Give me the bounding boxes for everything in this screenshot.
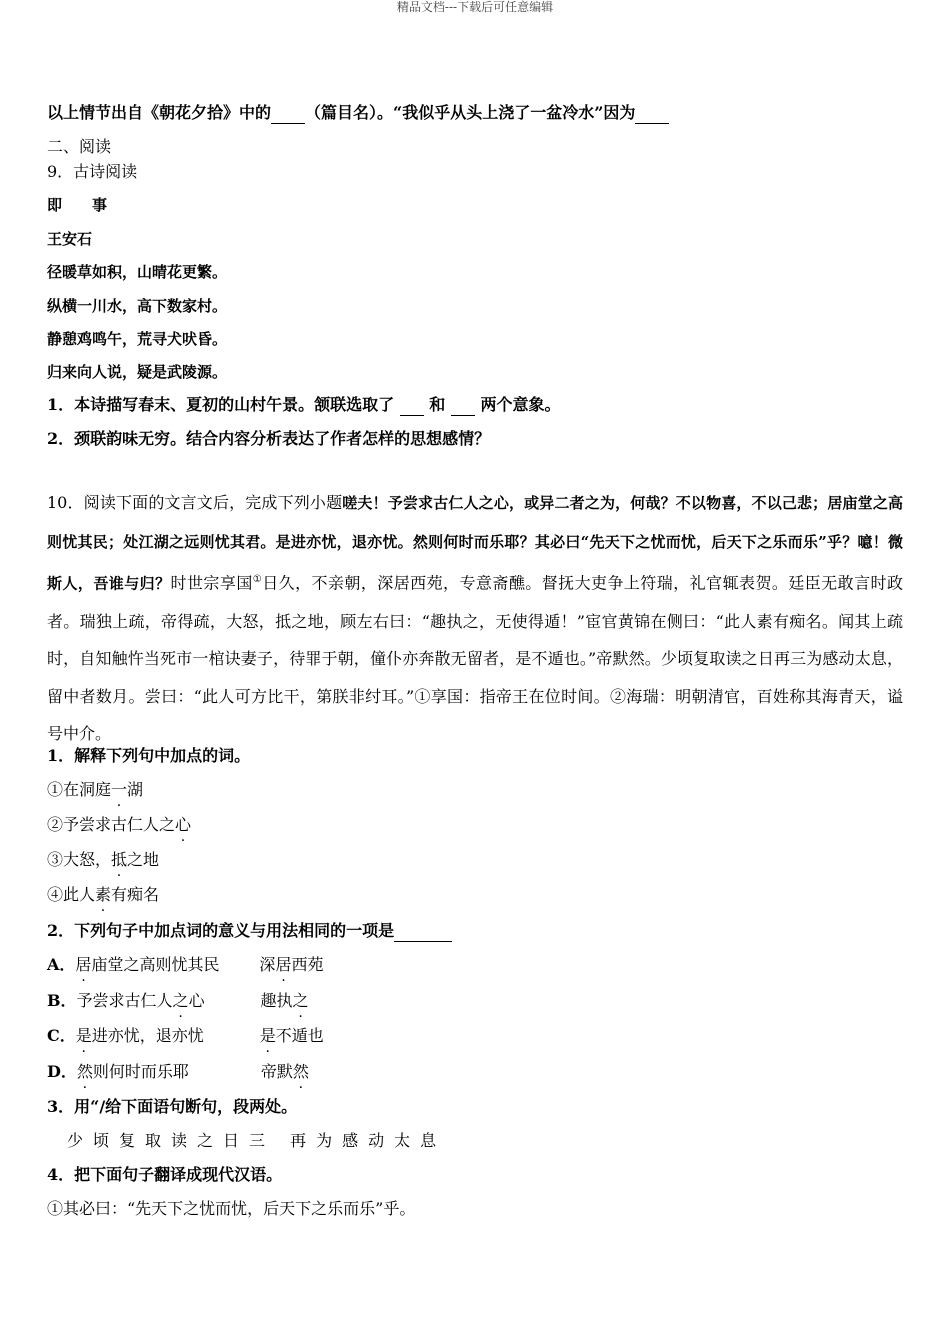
q10-emph-passage: 嗟夫！予尝求古仁人之心，或异二者之为，何哉？不以物喜，不以己悲；居庙堂之高则忧其民；处江湖之远则忧其君。是进亦忧，退亦忧。然则何时而乐耶？其必曰“先天下之忧而忧，后天下之乐而乐”乎？噫！微斯人，吾谁与归？ <box>47 494 903 593</box>
intro-line <box>47 103 669 124</box>
page-header: 精品文档---下载后可任意编辑 <box>396 0 554 14</box>
q10-passage <box>47 484 903 753</box>
blank-choice[interactable] <box>394 921 452 942</box>
q10-sub4: 4．把下面句子翻译成现代汉语。 <box>47 1165 283 1184</box>
q9-sub1-text: 和 <box>423 395 451 414</box>
q10-sub1-item <box>47 815 191 835</box>
poem-author: 王安石 <box>47 230 93 248</box>
option-b[interactable] <box>47 991 309 1011</box>
item-text: ④此人 <box>47 885 96 904</box>
blank-reason[interactable] <box>635 103 669 124</box>
opt-text: 庙堂之高则忧其民 <box>91 955 220 974</box>
opt-text: 西苑 <box>291 955 324 974</box>
option-c[interactable] <box>47 1026 324 1046</box>
q9-sub1-text: 两个意象。 <box>474 395 561 414</box>
dotted-char: 心 <box>175 815 192 834</box>
item-text: ②予尝求古仁人之 <box>47 815 176 834</box>
intro-text-a: 以上情节出自《朝花夕拾》中的 <box>47 103 272 122</box>
blank-image-2[interactable] <box>451 395 475 416</box>
intro-text-b: （篇目名）。“我似乎从头上浇了一盆冷水”因为 <box>305 103 636 122</box>
poem-line: 纵横一川水，高下数家村。 <box>47 297 228 315</box>
opt-text: 心 <box>188 991 205 1010</box>
opt-text: 则何时而乐耶 <box>92 1062 189 1081</box>
q9-sub1 <box>47 395 560 416</box>
poem-line: 归来向人说，疑是武陵源。 <box>47 363 228 381</box>
dotted-char: 居 <box>75 955 92 974</box>
footnote-mark: ① <box>252 574 263 585</box>
blank-chapter[interactable] <box>271 103 305 124</box>
opt-text: 进亦忧，退亦忧 <box>91 1026 204 1045</box>
q10-sub3: 3．用“/给下面语句断句，段两处。 <box>47 1097 298 1116</box>
dotted-char: 然 <box>292 1062 309 1081</box>
q10-body-b: 日久，不亲朝，深居西苑，专意斋醮。督抚大吏争上符瑞，礼官辄表贺。廷臣无敢言时政者。瑞独上疏，帝得疏，大怒，抵之地，顾左右曰：“趣执之，无使得遁！”宦官黄锦在侧曰：“此人素有痴名。闻其上疏时，自知触忤当死市一棺诀妻子，待罪于朝，僮仆亦奔散无留者，是不遁也。”帝默然。少顷复取读之日再三为感动太息，留中者数月。尝曰：“此人可方比干，第朕非纣耳。”①享国：指帝王在位时间。②海瑞：明朝清官，百姓称其海青天，谥号中介。 <box>47 573 903 744</box>
dotted-char: 是 <box>75 1026 92 1045</box>
item-text: 之地 <box>127 850 160 869</box>
q9-title: 9．古诗阅读 <box>47 162 138 181</box>
option-d[interactable] <box>47 1062 309 1082</box>
item-text: 湖 <box>127 780 144 799</box>
opt-text: 帝默 <box>260 1062 293 1081</box>
opt-text: 深 <box>259 955 276 974</box>
opt-text: 趣执 <box>260 991 293 1010</box>
item-text: ③大怒， <box>47 850 112 869</box>
poem-title: 即 事 <box>47 196 108 214</box>
opt-text: 不遁也 <box>275 1026 324 1045</box>
dotted-char: 然 <box>76 1062 93 1081</box>
q10-sub1-item <box>47 780 143 800</box>
q10-sub2-text: 2．下列句子中加点词的意义与用法相同的一项是 <box>47 921 395 940</box>
option-label: A． <box>47 955 76 974</box>
q10-sub4-item: ①其必曰：“先天下之忧而忧，后天下之乐而乐”乎。 <box>47 1199 416 1218</box>
item-text: ①在洞庭 <box>47 780 112 799</box>
option-label: D． <box>47 1062 77 1081</box>
dotted-char: 一 <box>111 780 128 799</box>
option-label: C． <box>47 1026 76 1045</box>
dotted-char: 之 <box>172 991 189 1010</box>
item-text: 有痴名 <box>111 885 160 904</box>
q10-sub2 <box>47 921 452 942</box>
dotted-char: 是 <box>259 1026 276 1045</box>
poem-line: 静憩鸡鸣午，荒寻犬吠昏。 <box>47 330 228 348</box>
q10-sub3-text: 少顷复取读之日三 再为感动太息 <box>67 1131 447 1150</box>
dotted-char: 抵 <box>111 850 128 869</box>
q10-sub1-item <box>47 850 159 870</box>
q9-sub1-text: 1．本诗描写春末、夏初的山村午景。颔联选取了 <box>47 395 400 414</box>
dotted-char: 素 <box>95 885 112 904</box>
dotted-char: 居 <box>275 955 292 974</box>
option-a[interactable] <box>47 955 323 975</box>
q10-lead: 10．阅读下面的文言文后，完成下列小题 <box>47 493 343 512</box>
q9-sub2: 2．颈联韵味无穷。结合内容分析表达了作者怎样的思想感情？ <box>47 429 491 448</box>
poem-line: 径暖草如积，山晴花更繁。 <box>47 263 228 281</box>
opt-text: 予尝求古仁人 <box>76 991 173 1010</box>
section-heading: 二、阅读 <box>47 137 112 156</box>
blank-image-1[interactable] <box>400 395 424 416</box>
q10-sub1: 1．解释下列句中加点的词。 <box>47 746 251 765</box>
q10-sub1-item <box>47 885 159 905</box>
q10-body-a: 时世宗享国 <box>170 573 253 593</box>
dotted-char: 之 <box>292 991 309 1010</box>
option-label: B． <box>47 991 77 1010</box>
